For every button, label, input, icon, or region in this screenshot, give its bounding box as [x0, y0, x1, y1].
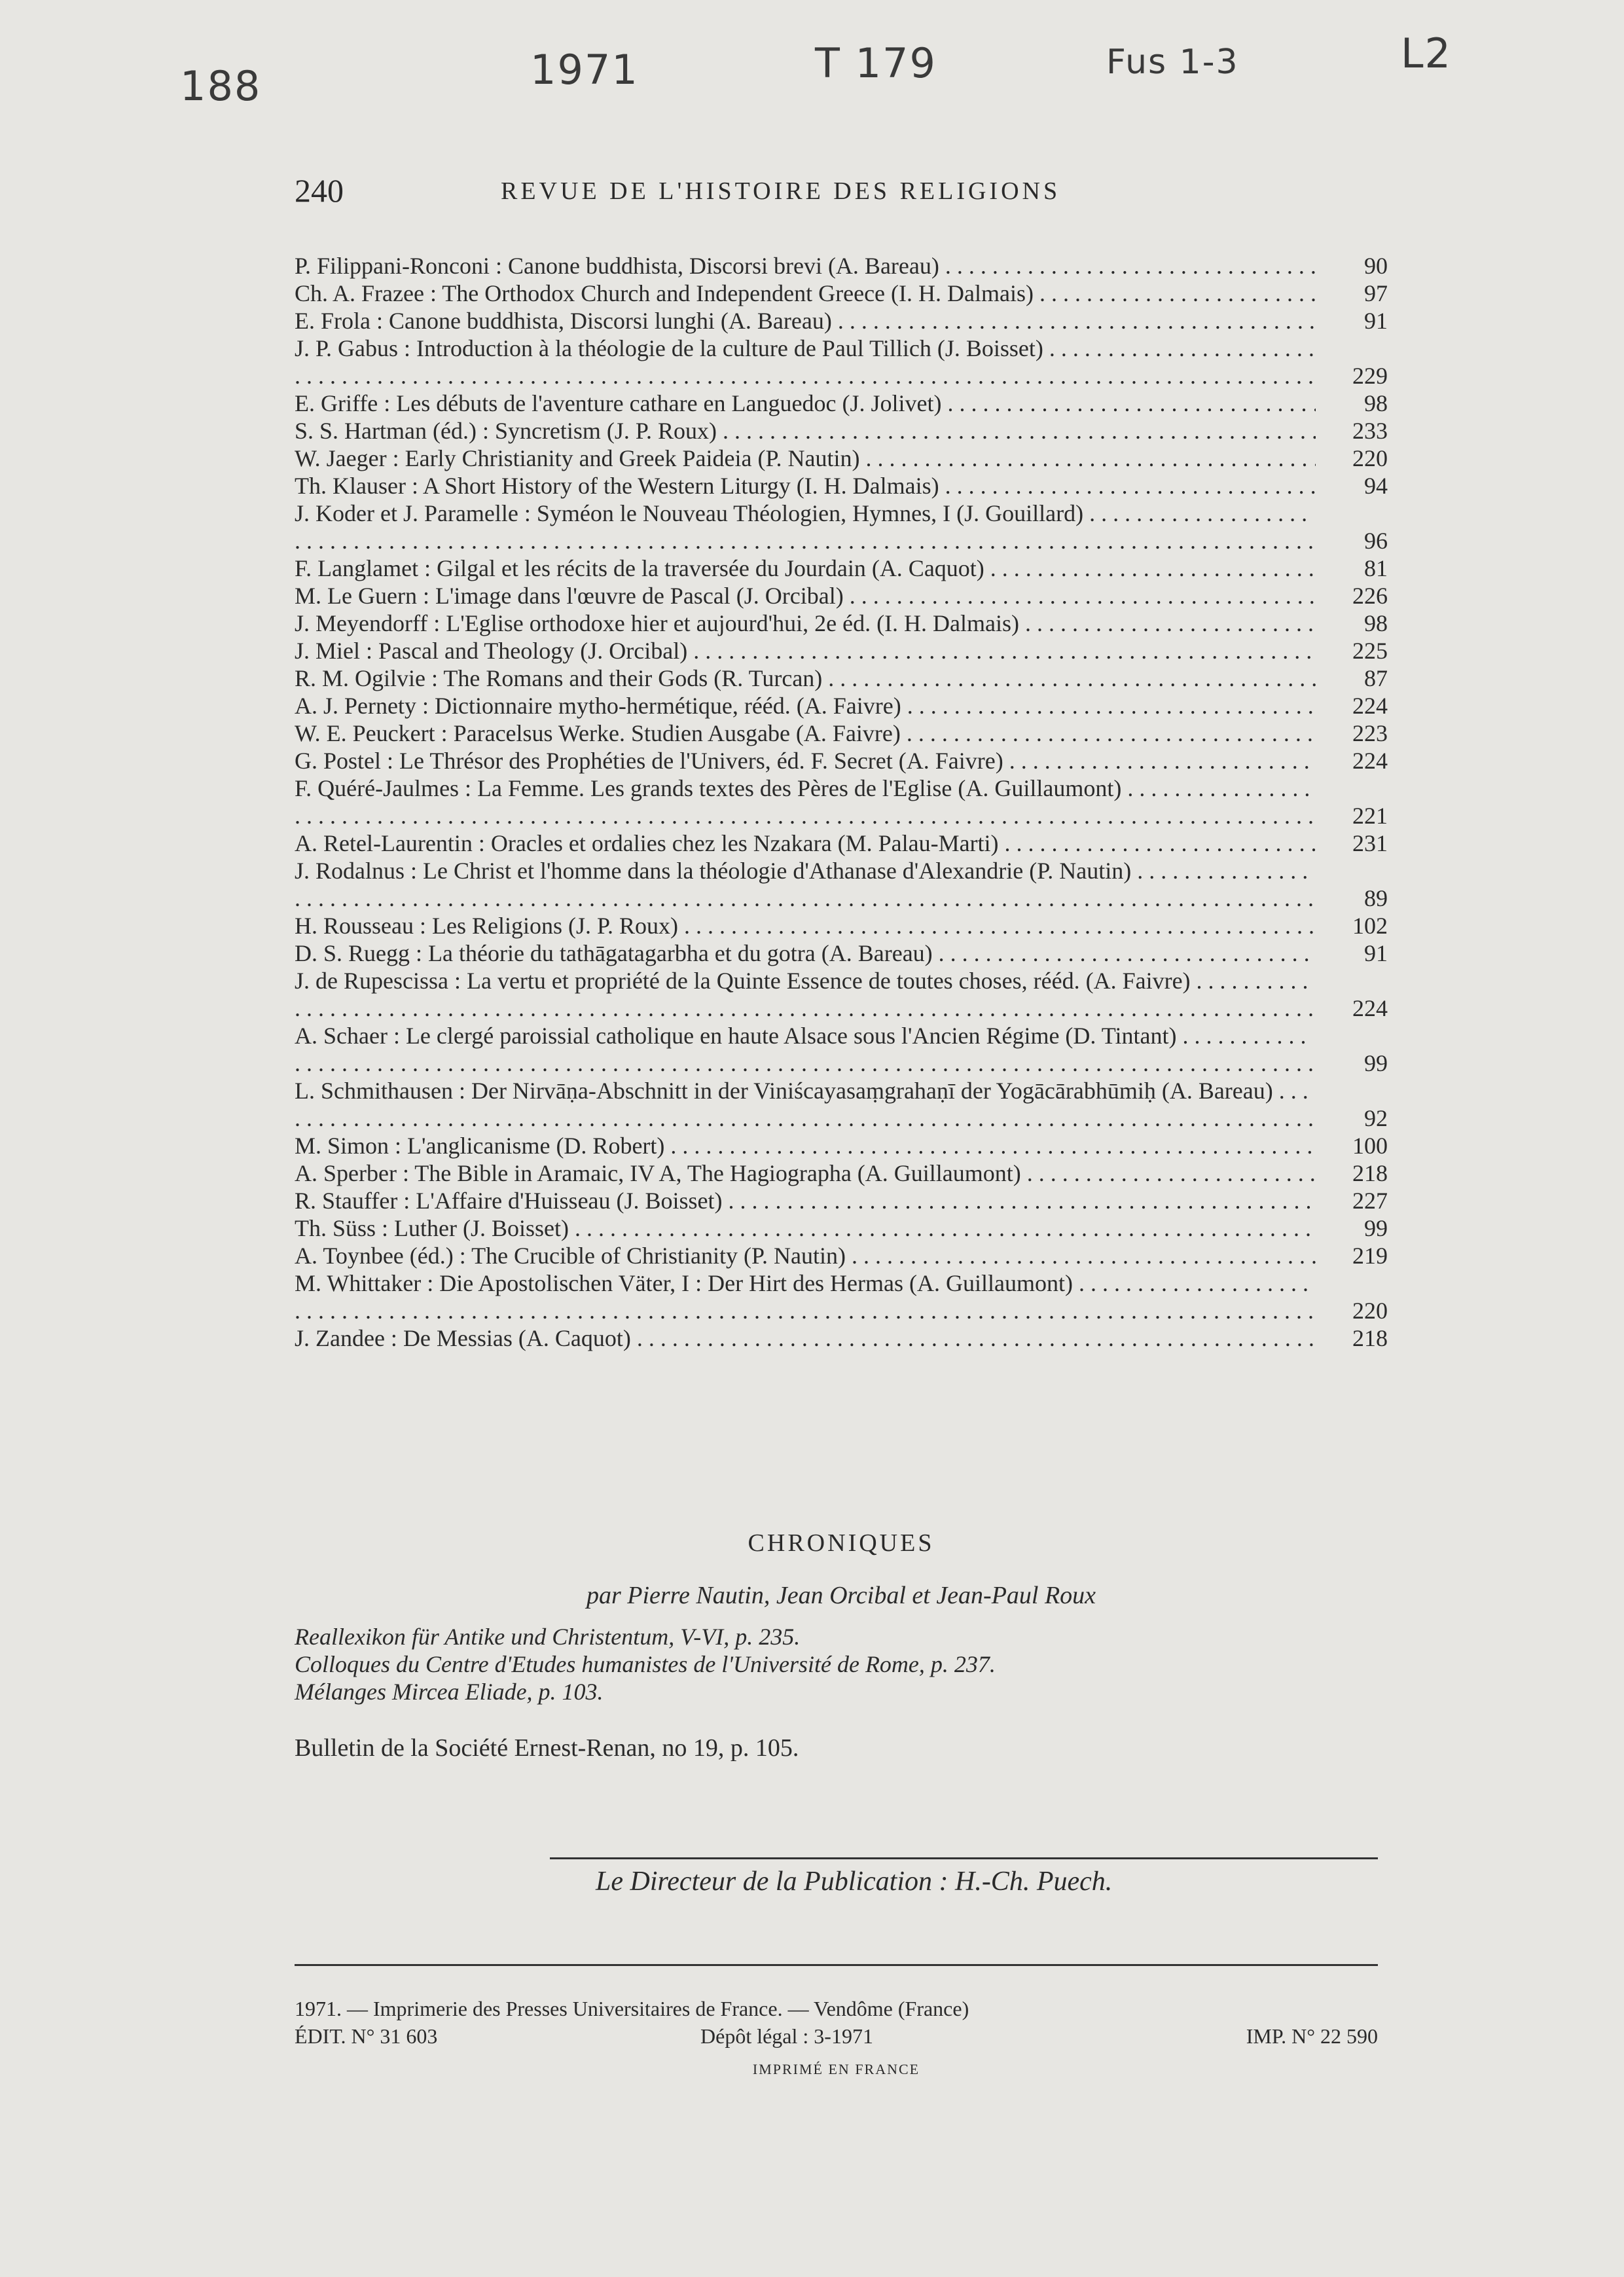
index-entry-page: 218 [1352, 1325, 1388, 1351]
edit-number: ÉDIT. N° 31 603 [295, 2024, 438, 2048]
index-entry [295, 637, 1388, 665]
index-entry [295, 500, 1388, 555]
index-entry-page: 99 [1364, 1050, 1388, 1076]
index-entry-page: 97 [1364, 280, 1388, 306]
index-entry-text: J. Miel : Pascal and Theology (J. Orcibal) . . . [295, 637, 1316, 665]
index-entry [295, 1022, 1388, 1077]
index-entry-page: 224 [1352, 995, 1388, 1021]
index-entry-page: 96 [1364, 528, 1388, 554]
index-entry-text: G. Postel : Le Thrésor des Prophéties de l'Univers, éd. F. Secret (A. Faivre) . . . [295, 747, 1316, 774]
annotation-1: 188 [180, 62, 262, 110]
index-entry [295, 1214, 1388, 1242]
index-entry-text: A. J. Pernety : Dictionnaire mytho-hermétique, rééd. (A. Faivre) . . . [295, 692, 1316, 720]
index-entry-text: Ch. A. Frazee : The Orthodox Church and Independent Greece (I. H. Dalmais) . . . [295, 280, 1316, 307]
index-entry-text: W. Jaeger : Early Christianity and Greek Paideia (P. Nautin) . . . [295, 445, 1316, 472]
index-entry-text: J. P. Gabus : Introduction à la théologie de la culture de Paul Tillich (J. Boisset) . . . [295, 335, 1316, 390]
index-entry-text: Th. Klauser : A Short History of the Western Liturgy (I. H. Dalmais) . . . [295, 472, 1316, 500]
index-entry-page: 220 [1352, 445, 1388, 471]
index-entry-page: 91 [1364, 940, 1388, 966]
index-entry-text: E. Griffe : Les débuts de l'aventure cathare en Languedoc (J. Jolivet) . . . [295, 390, 1316, 417]
index-entry [295, 307, 1388, 335]
index-entry-page: 91 [1364, 308, 1388, 334]
index-list [295, 252, 1388, 1352]
index-entry [295, 939, 1388, 967]
index-entry-page: 81 [1364, 555, 1388, 581]
index-entry-page: 224 [1352, 693, 1388, 719]
chronique-line: Reallexikon für Antike und Christentum, V-VI, p. 235. [295, 1624, 801, 1650]
index-entry [295, 720, 1388, 747]
index-entry [295, 582, 1388, 610]
index-entry-page: 224 [1352, 748, 1388, 774]
index-entry-page: 89 [1364, 885, 1388, 911]
index-entry-text: M. Le Guern : L'image dans l'œuvre de Pascal (J. Orcibal) . . . [295, 582, 1316, 610]
annotation-4: Fus 1-3 [1106, 43, 1239, 82]
index-entry-page: 225 [1352, 638, 1388, 664]
index-entry [295, 390, 1388, 417]
index-entry-page: 231 [1352, 830, 1388, 856]
index-entry [295, 829, 1388, 857]
index-entry-text: M. Whittaker : Die Apostolischen Väter, I : Der Hirt des Hermas (A. Guillaumont) . . . [295, 1269, 1316, 1324]
index-entry-text: J. Zandee : De Messias (A. Caquot) . . . [295, 1324, 1316, 1352]
index-entry-text: F. Langlamet : Gilgal et les récits de la traversée du Jourdain (A. Caquot) . . . [295, 555, 1316, 582]
depot-legal: Dépôt légal : 3-1971 [700, 2024, 873, 2048]
index-entry-page: 229 [1352, 363, 1388, 389]
index-entry [295, 1132, 1388, 1159]
index-entry-text: J. de Rupescissa : La vertu et propriété de la Quinte Essence de toutes choses, rééd. (A. Faivre) . . . [295, 967, 1316, 1022]
index-entry-text: R. M. Ogilvie : The Romans and their Gods (R. Turcan) . . . [295, 665, 1316, 692]
index-entry-page: 227 [1352, 1188, 1388, 1214]
index-entry-page: 223 [1352, 720, 1388, 746]
index-entry-page: 100 [1352, 1133, 1388, 1159]
index-entry-text: M. Simon : L'anglicanisme (D. Robert) . . . [295, 1132, 1316, 1159]
index-entry-page: 218 [1352, 1160, 1388, 1186]
index-entry [295, 967, 1388, 1022]
index-entry-text: A. Sperber : The Bible in Aramaic, IV A, The Hagiographa (A. Guillaumont) . . . [295, 1159, 1316, 1187]
index-entry [295, 774, 1388, 829]
index-entry [295, 1242, 1388, 1269]
index-entry [295, 1324, 1388, 1352]
index-entry [295, 417, 1388, 445]
running-title: REVUE DE L'HISTOIRE DES RELIGIONS [501, 177, 1061, 205]
index-entry-text: E. Frola : Canone buddhista, Discorsi lunghi (A. Bareau) . . . [295, 307, 1316, 335]
chroniques-section [295, 1529, 1388, 1705]
index-entry [295, 1077, 1388, 1132]
index-entry [295, 335, 1388, 390]
chronique-line: Colloques du Centre d'Etudes humanistes de l'Université de Rome, p. 237. [295, 1651, 996, 1677]
index-entry-page: 102 [1352, 913, 1388, 939]
divider-rule [550, 1857, 1378, 1859]
index-entry-text: D. S. Ruegg : La théorie du tathāgatagarbha et du gotra (A. Bareau) . . . [295, 939, 1316, 967]
index-entry-text: F. Quéré-Jaulmes : La Femme. Les grands textes des Pères de l'Eglise (A. Guillaumont) . . . [295, 774, 1316, 829]
index-entry-text: A. Schaer : Le clergé paroissial catholique en haute Alsace sous l'Ancien Régime (D. Tintant) . . . [295, 1022, 1316, 1077]
index-entry-page: 98 [1364, 610, 1388, 636]
index-entry-text: L. Schmithausen : Der Nirvāṇa-Abschnitt in der Viniścayasaṃgrahaṇī der Yogācārabhūmiḥ (A. Bareau) . . . [295, 1077, 1316, 1132]
imprint-block [295, 1997, 1378, 2077]
page-header [295, 172, 1381, 217]
bulletin-line: Bulletin de la Société Ernest-Renan, no 19, p. 105. [295, 1734, 799, 1762]
index-entry-page: 87 [1364, 665, 1388, 691]
index-entry-text: S. S. Hartman (éd.) : Syncretism (J. P. Roux) . . . [295, 417, 1316, 445]
index-entry [295, 280, 1388, 307]
index-entry [295, 1187, 1388, 1214]
index-entry-text: A. Toynbee (éd.) : The Crucible of Christianity (P. Nautin) . . . [295, 1242, 1316, 1269]
index-entry-text: R. Stauffer : L'Affaire d'Huisseau (J. Boisset) . . . [295, 1187, 1316, 1214]
index-entry [295, 1269, 1388, 1324]
annotation-3: T 179 [815, 39, 937, 87]
index-entry [295, 252, 1388, 280]
index-entry-text: J. Meyendorff : L'Eglise orthodoxe hier et aujourd'hui, 2e éd. (I. H. Dalmais) . . . [295, 610, 1316, 637]
annotation-5: L2 [1401, 29, 1452, 77]
index-entry [295, 857, 1388, 912]
index-entry [295, 472, 1388, 500]
index-entry [295, 445, 1388, 472]
index-entry [295, 1159, 1388, 1187]
index-entry-text: H. Rousseau : Les Religions (J. P. Roux) . . . [295, 912, 1316, 939]
index-entry [295, 665, 1388, 692]
index-entry [295, 692, 1388, 720]
chronique-line: Mélanges Mircea Eliade, p. 103. [295, 1679, 604, 1705]
index-entry-page: 98 [1364, 390, 1388, 416]
index-entry-text: P. Filippani-Ronconi : Canone buddhista, Discorsi brevi (A. Bareau) . . . [295, 252, 1316, 280]
index-entry-text: J. Rodalnus : Le Christ et l'homme dans la théologie d'Athanase d'Alexandrie (P. Nautin) . . . [295, 857, 1316, 912]
chroniques-title: CHRONIQUES [748, 1529, 935, 1557]
index-entry-page: 220 [1352, 1298, 1388, 1324]
index-entry-text: Th. Süss : Luther (J. Boisset) . . . [295, 1214, 1316, 1242]
index-entry-page: 92 [1364, 1105, 1388, 1131]
index-entry-text: A. Retel-Laurentin : Oracles et ordalies chez les Nzakara (M. Palau-Marti) . . . [295, 829, 1316, 857]
imp-number: IMP. N° 22 590 [1246, 2024, 1378, 2048]
divider-rule [295, 1964, 1378, 1966]
index-entry-text: J. Koder et J. Paramelle : Syméon le Nouveau Théologien, Hymnes, I (J. Gouillard) . . . [295, 500, 1316, 555]
index-entry [295, 912, 1388, 939]
index-entry-page: 221 [1352, 803, 1388, 829]
index-entry-page: 233 [1352, 418, 1388, 444]
index-entry [295, 555, 1388, 582]
index-entry-page: 219 [1352, 1243, 1388, 1269]
index-entry-page: 90 [1364, 253, 1388, 279]
annotation-2: 1971 [530, 46, 639, 94]
director-line: Le Directeur de la Publication : H.-Ch. Puech. [596, 1867, 1113, 1897]
index-entry-page: 99 [1364, 1215, 1388, 1241]
index-entry-page: 94 [1364, 473, 1388, 499]
index-entry [295, 747, 1388, 774]
chroniques-authors: par Pierre Nautin, Jean Orcibal et Jean-Paul Roux [586, 1582, 1096, 1609]
imprime-en-france: IMPRIMÉ EN FRANCE [752, 2061, 920, 2077]
index-entry [295, 610, 1388, 637]
page-number: 240 [295, 172, 344, 209]
imprint-line: 1971. — Imprimerie des Presses Universitaires de France. — Vendôme (France) [295, 1997, 969, 2020]
index-entry-text: W. E. Peuckert : Paracelsus Werke. Studien Ausgabe (A. Faivre) . . . [295, 720, 1316, 747]
index-entry-page: 226 [1352, 583, 1388, 609]
